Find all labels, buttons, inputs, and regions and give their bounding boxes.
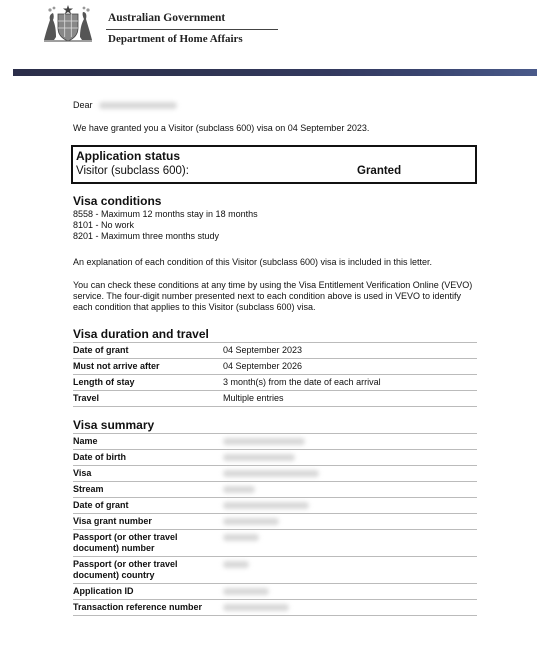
- application-status-value: Granted: [357, 165, 402, 177]
- intro-text: We have granted you a Visitor (subclass 600) visa on 04 September 2023.: [73, 123, 370, 133]
- row-key: Date of grant: [73, 500, 129, 510]
- row-key: Application ID: [73, 586, 134, 596]
- redacted-value: [223, 470, 319, 477]
- row-key: Date of grant: [73, 345, 129, 355]
- condition-item: 8558 - Maximum 12 months stay in 18 months: [73, 209, 258, 219]
- visa-summary-table: [73, 434, 477, 616]
- row-key: Name: [73, 436, 98, 446]
- table-row: [73, 530, 477, 557]
- row-key: Date of birth: [73, 452, 126, 462]
- application-status-title: Application status: [76, 149, 181, 163]
- row-key: Must not arrive after: [73, 361, 160, 371]
- row-key: Visa: [73, 468, 92, 478]
- conditions-explanation: An explanation of each condition of this Visitor (subclass 600) visa is included in this letter.: [73, 257, 433, 267]
- table-row: [73, 600, 477, 616]
- redacted-value: [223, 486, 255, 493]
- application-status-label: Visitor (subclass 600):: [76, 165, 189, 177]
- salutation: [73, 100, 177, 110]
- row-key: Transaction reference number: [73, 602, 203, 612]
- letterhead-rule: [106, 29, 278, 30]
- table-row: [73, 498, 477, 514]
- row-key: Stream: [73, 484, 104, 494]
- salutation-text: Dear: [73, 100, 93, 110]
- row-key: Visa grant number: [73, 516, 152, 526]
- redacted-value: [223, 454, 295, 461]
- row-value: 04 September 2026: [223, 361, 303, 371]
- table-row: [73, 375, 477, 391]
- redacted-value: [223, 438, 305, 445]
- vevo-paragraph: You can check these conditions at any time by using the Visa Entitlement Verification Online (VEVO) service. The four-digit number presented next to each condition above is used in VEVO to identify each condition that applies to this Visitor (subclass 600) visa.: [73, 280, 473, 312]
- condition-item: 8201 - Maximum three months study: [73, 231, 220, 241]
- visa-duration-table: [73, 343, 477, 407]
- row-value: Multiple entries: [223, 393, 284, 403]
- table-row: [73, 557, 477, 584]
- row-key: Passport (or other travel document) country: [73, 559, 178, 580]
- condition-item: 8101 - No work: [73, 220, 135, 230]
- row-key: Passport (or other travel document) number: [73, 532, 178, 553]
- table-row: [73, 514, 477, 530]
- redacted-value: [223, 518, 279, 525]
- table-row: [73, 466, 477, 482]
- visa-duration-title: Visa duration and travel: [73, 327, 209, 341]
- coat-of-arms-icon: [40, 4, 96, 44]
- row-key: Travel: [73, 393, 100, 403]
- visa-conditions-list: [73, 209, 258, 242]
- letterhead: [40, 4, 280, 48]
- redacted-value: [223, 534, 259, 541]
- redacted-value: [223, 502, 309, 509]
- redacted-name: [99, 102, 177, 109]
- table-row: [73, 450, 477, 466]
- row-value: 04 September 2023: [223, 345, 303, 355]
- table-row: [73, 391, 477, 407]
- visa-conditions-title: Visa conditions: [73, 194, 162, 208]
- redacted-value: [223, 561, 249, 568]
- row-value: 3 month(s) from the date of each arrival: [223, 377, 381, 387]
- visa-summary-title: Visa summary: [73, 418, 155, 432]
- table-row: [73, 343, 477, 359]
- row-key: Length of stay: [73, 377, 135, 387]
- table-row: [73, 359, 477, 375]
- header-band: [13, 69, 537, 76]
- table-row: [73, 434, 477, 450]
- table-row: [73, 584, 477, 600]
- application-status-box: [71, 145, 477, 184]
- redacted-value: [223, 588, 269, 595]
- table-row: [73, 482, 477, 498]
- department-name: Department of Home Affairs: [108, 33, 243, 45]
- redacted-value: [223, 604, 289, 611]
- government-name: Australian Government: [108, 12, 226, 24]
